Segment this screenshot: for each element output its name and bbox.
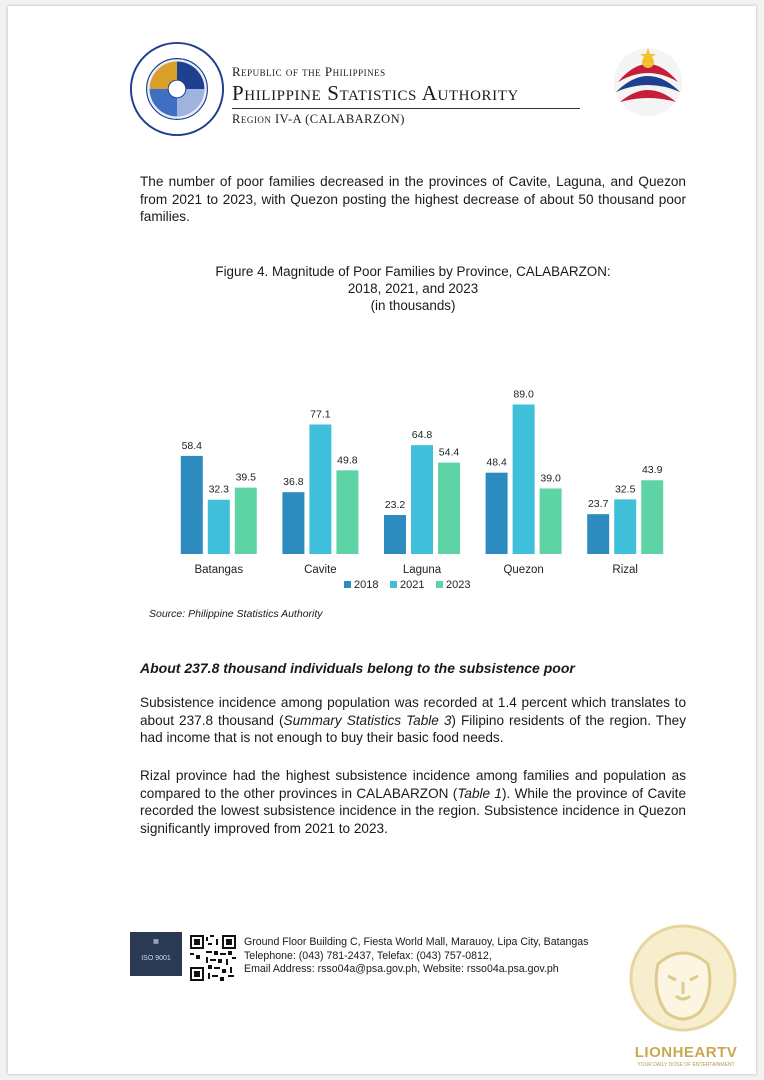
paragraph-text: ). While the province of Cavite recorded the lowest subsistence incidence in the region. Subsistence incidence in Quezon significantly improved from 2021 to 2023. [140, 785, 687, 836]
bar-rizal-2018 [587, 514, 609, 554]
bar-cavite-2023 [336, 470, 358, 554]
figure-title [140, 263, 686, 314]
data-label: 64.8 [411, 429, 433, 442]
data-label: 39.0 [540, 472, 561, 485]
bar-laguna-2018 [384, 515, 406, 554]
bar-batangas-2021 [208, 500, 230, 554]
bar-cavite-2018 [282, 492, 304, 554]
bar-rizal-2021 [614, 499, 636, 554]
data-label: 32.5 [614, 483, 636, 496]
legend-label-2018: 2018 [354, 579, 379, 591]
data-label: 89.0 [513, 388, 534, 401]
data-label: 36.8 [283, 476, 304, 489]
category-label-laguna: Laguna [402, 564, 442, 576]
category-label-cavite: Cavite [304, 564, 337, 576]
paragraph-subsistence-incidence [140, 694, 686, 747]
bar-quezon-2018 [486, 473, 508, 554]
data-label: 32.3 [208, 483, 230, 496]
bar-batangas-2023 [235, 488, 257, 554]
footer-address: Ground Floor Building C, Fiesta World Mall, Marauoy, Lipa City, Batangas [244, 936, 589, 948]
category-label-batangas: Batangas [194, 564, 244, 576]
header-republic: Republic of the Philippines [232, 64, 386, 79]
table-reference: Table 1 [457, 785, 502, 801]
header-region: Region IV-A (CALABARZON) [232, 112, 405, 126]
legend-swatch-2023 [436, 581, 443, 588]
table-reference: Summary Statistics Table 3 [283, 712, 452, 728]
poor-families-bar-chart [140, 368, 686, 596]
section-subheading: About 237.8 thousand individuals belong to the subsistence poor [140, 660, 575, 676]
watermark-brand: LIONHEARTV [634, 1044, 738, 1061]
data-label: 77.1 [310, 408, 331, 421]
figure-source: Source: Philippine Statistics Authority [149, 608, 323, 620]
bar-laguna-2023 [438, 463, 460, 554]
bar-batangas-2018 [181, 456, 203, 554]
data-label: 39.5 [235, 471, 257, 484]
data-label: 54.4 [438, 446, 460, 459]
footer-email: Email Address: rsso04a@psa.gov.ph, Website: rsso04a.psa.gov.ph [244, 963, 559, 976]
paragraph-poor-families: The number of poor families decreased in the provinces of Cavite, Laguna, and Quezon from 2021 to 2023, with Quezon posting the highest decrease of about 50 thousand poor families. [140, 174, 686, 224]
legend-swatch-2021 [390, 581, 397, 588]
data-label: 23.2 [384, 499, 406, 512]
legend-swatch-2018 [344, 581, 351, 588]
figure-title-line1: Figure 4. Magnitude of Poor Families by Province, CALABARZON: [215, 264, 611, 279]
paragraph-text: ) Filipino residents of the region. They had income that is not enough to buy their basic food needs. [140, 712, 686, 745]
agency-header [232, 64, 582, 127]
bar-cavite-2021 [309, 424, 331, 554]
data-label: 23.7 [587, 498, 609, 511]
data-label: 58.4 [181, 439, 203, 452]
watermark-tagline: YOUR DAILY DOSE OF ENTERTAINMENT [637, 1062, 735, 1068]
legend-label-2021: 2021 [400, 579, 425, 591]
iso-certification-badge [130, 932, 182, 976]
bagong-pilipinas-logo [596, 40, 700, 132]
header-rule [232, 108, 580, 109]
bar-rizal-2023 [641, 480, 663, 554]
paragraph-text: Subsistence incidence among population was recorded at 1.4 percent which translates to about 237.8 thousand ( [140, 695, 686, 728]
figure-title-line2: 2018, 2021, and 2023 [347, 281, 479, 296]
category-label-rizal: Rizal [612, 564, 638, 576]
header-agency-name: Philippine Statistics Authority [232, 81, 519, 105]
data-label: 43.9 [641, 464, 663, 477]
bar-quezon-2021 [513, 404, 535, 554]
bar-quezon-2023 [540, 488, 562, 554]
qr-code [190, 935, 236, 981]
bar-laguna-2021 [411, 445, 433, 554]
data-label: 48.4 [486, 456, 507, 469]
footer-contact [244, 936, 588, 977]
iso-label: ISO 9001 [141, 955, 171, 962]
legend-label-2023: 2023 [446, 579, 471, 591]
paragraph-text: Rizal province had the highest subsistence incidence among families and population as compared to the other provinces in CALABARZON ( [140, 768, 686, 801]
data-label: 49.8 [337, 454, 358, 467]
iso-badge-mark: ▦ [153, 939, 159, 945]
figure-title-line3: (in thousands) [370, 298, 456, 313]
footer-phone: Telephone: (043) 781-2437, Telefax: (043) 757-0812, [244, 949, 492, 962]
category-label-quezon: Quezon [503, 564, 544, 576]
psa-seal-logo [128, 40, 226, 138]
paragraph-rizal-province [140, 767, 686, 837]
